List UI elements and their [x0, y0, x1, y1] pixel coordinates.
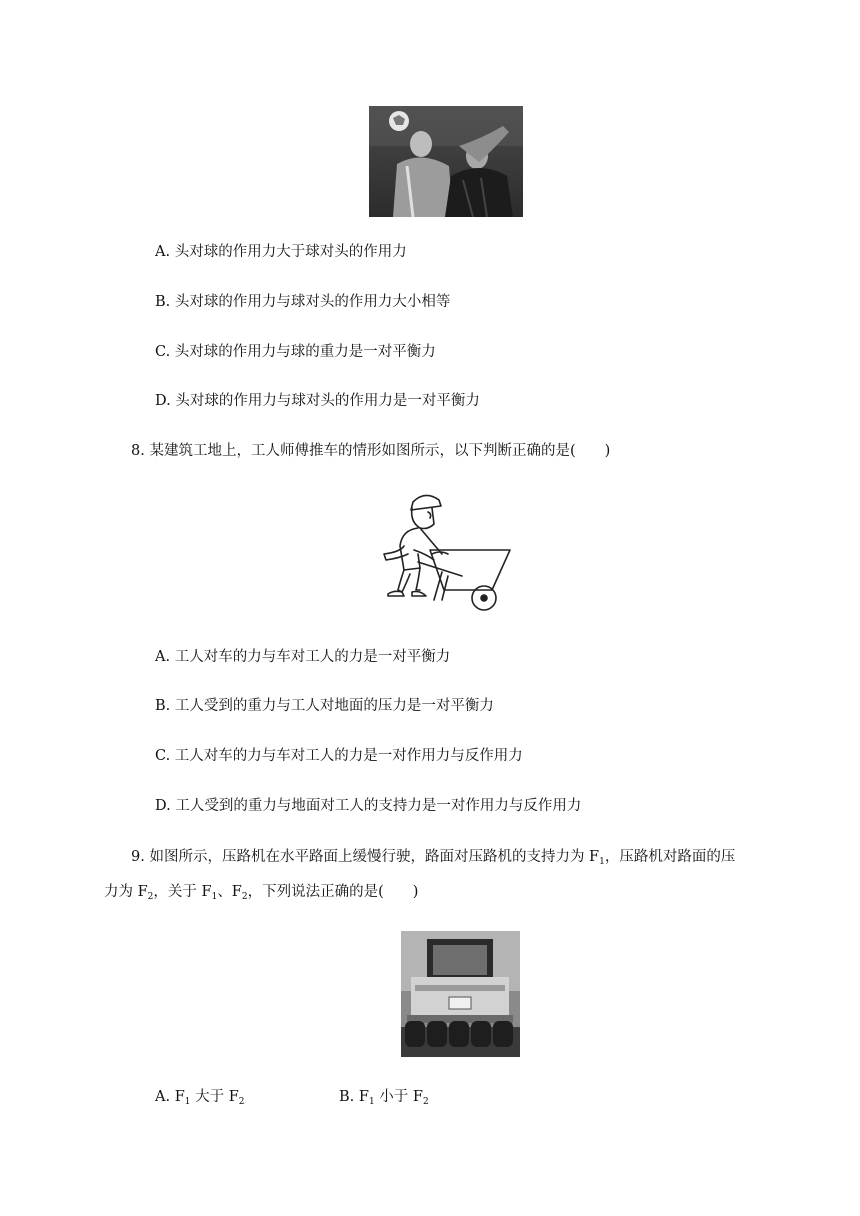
q9-stem-text-2d: ，下列说法正确的是( ): [247, 884, 419, 900]
q9-option-a: [155, 1087, 245, 1112]
q9-option-a-sub2: 2: [238, 1097, 245, 1107]
q8-option-c: C. 工人对车的力与车对工人的力是一对作用力与反作用力: [155, 748, 523, 764]
q8-option-a: A. 工人对车的力与车对工人的力是一对平衡力: [155, 649, 451, 665]
q9-stem-sub-1: 1: [599, 857, 605, 867]
q7-option-b: B. 头对球的作用力与球对头的作用力大小相等: [155, 294, 451, 310]
worker-wheelbarrow-drawing: [378, 490, 514, 616]
q8-option-d: D. 工人受到的重力与地面对工人的支持力是一对作用力与反作用力: [155, 798, 582, 814]
q9-stem-sub-2b: 1: [211, 892, 218, 902]
q9-stem-text-1a: 9. 如图所示，压路机在水平路面上缓慢行驶，路面对压路机的支持力为 F: [131, 849, 600, 865]
q8-stem: 8. 某建筑工地上，工人师傅推车的情形如图所示，以下判断正确的是( ): [131, 443, 611, 459]
q9-option-b: [339, 1087, 429, 1112]
q9-option-a-pre: A. F: [155, 1089, 185, 1105]
q9-option-a-mid: 大于 F: [190, 1089, 239, 1105]
q9-option-b-pre: B. F: [339, 1089, 369, 1105]
q9-option-b-sub1: 1: [368, 1097, 375, 1107]
q7-option-a: A. 头对球的作用力大于球对头的作用力: [155, 244, 407, 260]
q9-stem-text-2a: 力为 F: [104, 884, 148, 900]
q9-option-a-sub1: 1: [184, 1097, 191, 1107]
q8-option-b: B. 工人受到的重力与工人对地面的压力是一对平衡力: [155, 698, 494, 714]
q9-option-b-mid: 小于 F: [374, 1089, 423, 1105]
q9-stem-text-1b: ，压路机对路面的压: [604, 849, 736, 865]
road-roller-photo: [401, 931, 520, 1057]
q7-option-d: D. 头对球的作用力与球对头的作用力是一对平衡力: [155, 393, 480, 409]
soccer-header-photo: [369, 106, 523, 217]
q9-stem-line2: [104, 882, 418, 907]
q9-stem-sub-2a: 2: [147, 892, 154, 902]
q9-stem-line1: [131, 847, 735, 872]
q9-option-b-sub2: 2: [422, 1097, 429, 1107]
q9-stem-text-2c: 、F: [217, 884, 242, 900]
q9-stem-sub-2c: 2: [241, 892, 248, 902]
q7-option-c: C. 头对球的作用力与球的重力是一对平衡力: [155, 344, 436, 360]
q9-stem-text-2b: ，关于 F: [153, 884, 212, 900]
